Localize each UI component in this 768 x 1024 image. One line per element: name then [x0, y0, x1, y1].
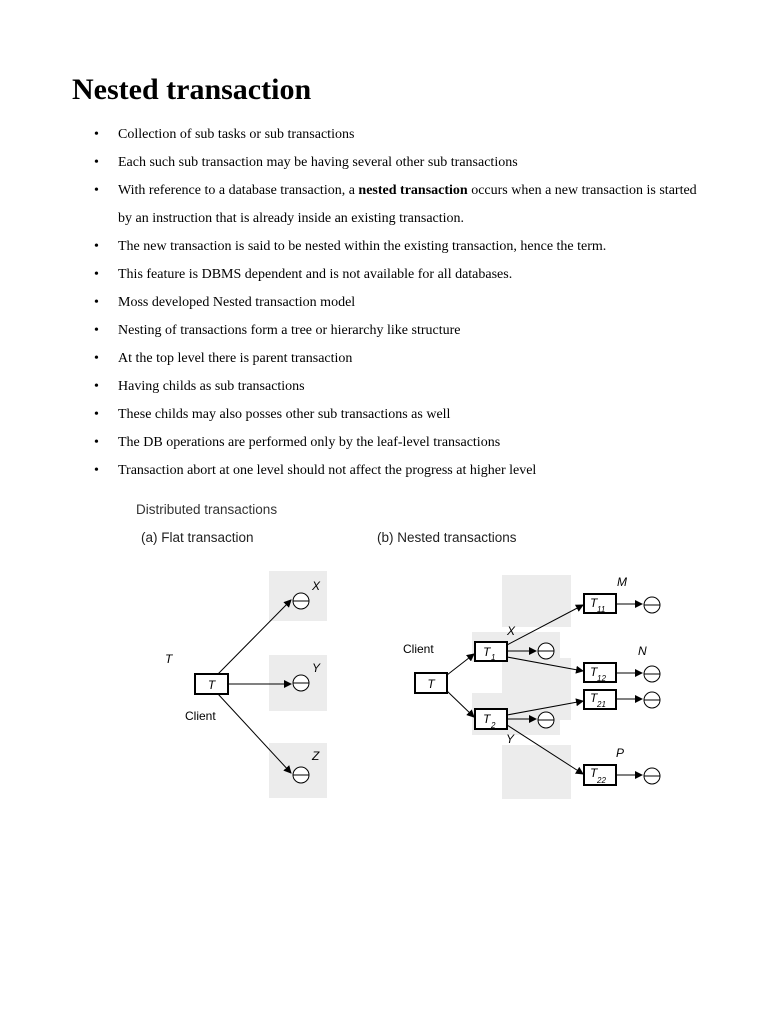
server-y-nested-label: Y [506, 732, 515, 746]
database-icon [293, 767, 309, 783]
t22-text: T [590, 766, 598, 780]
transactions-diagram [130, 495, 690, 815]
bullet-list [0, 121, 768, 485]
t22-subscript: 22 [597, 776, 606, 785]
server-y-label: Y [312, 661, 321, 675]
list-item [0, 177, 768, 233]
database-icon [644, 768, 660, 784]
t1-text: T [483, 645, 491, 659]
list-item [0, 457, 768, 485]
list-item [0, 401, 768, 429]
list-item-text: The DB operations are performed only by the leaf-level transactions [118, 435, 501, 450]
list-item [0, 261, 768, 289]
database-icon [293, 593, 309, 609]
arrow-t-to-t2 [447, 691, 474, 717]
t21-subscript: 21 [597, 700, 606, 709]
list-item-text: Transaction abort at one level should not affect the progress at higher level [118, 463, 537, 478]
list-item [0, 345, 768, 373]
t11-text: T [590, 596, 598, 610]
server-p-label: P [616, 746, 625, 760]
list-item-text: Each such sub transaction may be having several other sub transactions [118, 155, 518, 170]
nested-client-label: Client [403, 642, 434, 656]
bold-term: nested transaction [358, 183, 468, 198]
server-m-panel [502, 575, 571, 627]
list-item [0, 289, 768, 317]
nested-transactions-label: (b) Nested transactions [377, 530, 517, 545]
list-item-text: Having childs as sub transactions [118, 379, 305, 394]
server-x-nested-label: X [507, 624, 516, 638]
database-icon [644, 666, 660, 682]
list-item-text: Nesting of transactions form a tree or hierarchy like structure [118, 323, 461, 338]
list-item-text: These childs may also posses other sub transactions as well [118, 407, 451, 422]
database-icon [293, 675, 309, 691]
t2-text: T [483, 712, 491, 726]
list-item [0, 373, 768, 401]
server-p-panel [502, 745, 571, 799]
server-n-label: N [638, 644, 647, 658]
database-icon [644, 597, 660, 613]
t12-text: T [590, 665, 598, 679]
database-icon [538, 643, 554, 659]
list-item-text: At the top level there is parent transaction [118, 351, 353, 366]
t12-subscript: 12 [597, 674, 606, 683]
list-item-text: This feature is DBMS dependent and is not available for all databases. [118, 267, 513, 282]
list-item-text: Collection of sub tasks or sub transactions [118, 127, 355, 142]
server-m-label: M [617, 575, 627, 589]
list-item [0, 121, 768, 149]
figure-heading: Distributed transactions [136, 502, 278, 517]
list-item [0, 233, 768, 261]
server-x-label: X [312, 579, 321, 593]
t1-subscript: 1 [491, 653, 496, 662]
list-item [0, 317, 768, 345]
arrow-t-to-t1 [447, 654, 474, 675]
transaction-t-text: T [207, 678, 216, 692]
list-item [0, 429, 768, 457]
server-z-label: Z [312, 749, 320, 763]
flat-transaction-label: (a) Flat transaction [141, 530, 254, 545]
t11-subscript: 11 [597, 605, 606, 614]
client-label: Client [185, 709, 216, 723]
t2-subscript: 2 [491, 721, 496, 730]
list-item-text: The new transaction is said to be nested within the existing transaction, hence the term. [118, 239, 607, 254]
list-item-text: With reference to a database transaction, a [118, 183, 359, 198]
list-item-text: Moss developed Nested transaction model [118, 295, 356, 310]
transaction-t-label: T [165, 652, 173, 666]
database-icon [538, 712, 554, 728]
t21-text: T [590, 691, 598, 705]
list-item [0, 149, 768, 177]
page-title: Nested transaction [72, 73, 312, 106]
list-item-text: occurs when a new transaction is started by an instruction that is already inside an existing transaction. [118, 183, 697, 226]
nested-top-transaction-text: T [427, 677, 435, 691]
distributed-transactions-figure [130, 495, 690, 815]
database-icon [644, 692, 660, 708]
